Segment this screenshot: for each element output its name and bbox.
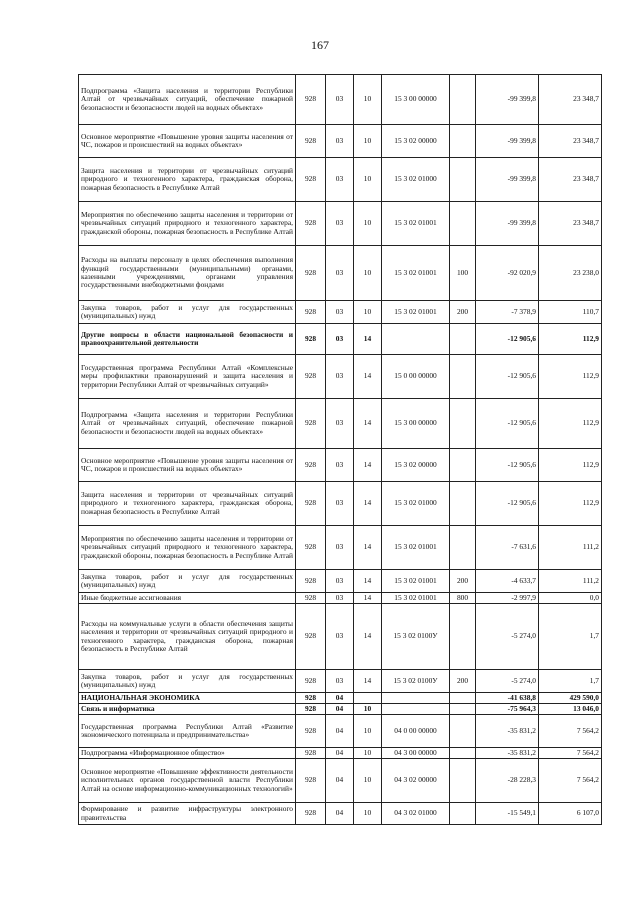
row-name: Защита населения и территории от чрезвычайных ситуаций природного и техногенного характера, гражданская оборона, пожарная безопасность в Республике Алтай xyxy=(79,482,296,526)
row-amount-change: -2 997,9 xyxy=(476,593,539,604)
row-amount-total: 112,9 xyxy=(539,399,602,449)
row-name: Иные бюджетные ассигнования xyxy=(79,593,296,604)
row-target-article: 15 3 02 0100У xyxy=(382,670,450,693)
row-amount-change: -12 905,6 xyxy=(476,482,539,526)
row-amount-total: 23 348,7 xyxy=(539,75,602,125)
row-target-article xyxy=(382,704,450,715)
row-target-article: 04 3 02 00000 xyxy=(382,759,450,803)
row-name: Подпрограмма «Защита населения и территории Республики Алтай от чрезвычайных ситуаций, обеспечение пожарной безопасности и безопасности людей на водных объектах» xyxy=(79,75,296,125)
row-target-article: 15 3 00 00000 xyxy=(382,399,450,449)
row-section-code: 04 xyxy=(326,748,354,759)
row-name: Основное мероприятие «Повышение эффективности деятельности исполнительных органов государственной власти Республики Алтай на основе информационно-коммуникационных технологий» xyxy=(79,759,296,803)
row-amount-change: -28 228,3 xyxy=(476,759,539,803)
page-number: 167 xyxy=(311,38,329,52)
row-subsection-code: 10 xyxy=(354,704,382,715)
row-target-article: 15 3 02 01000 xyxy=(382,158,450,202)
row-ministry-code: 928 xyxy=(296,570,326,593)
row-subsection-code: 10 xyxy=(354,125,382,158)
row-name: Расходы на выплаты персоналу в целях обеспечения выполнения функций государственными (муниципальными) органами, казенными учреждениями, органами управления государственными внебюджетными фондами xyxy=(79,246,296,301)
row-section-code: 04 xyxy=(326,693,354,704)
row-expense-type xyxy=(450,526,476,570)
row-ministry-code: 928 xyxy=(296,246,326,301)
row-target-article: 04 3 00 00000 xyxy=(382,748,450,759)
row-ministry-code: 928 xyxy=(296,803,326,825)
table-row xyxy=(79,803,602,825)
row-expense-type: 200 xyxy=(450,570,476,593)
row-ministry-code: 928 xyxy=(296,670,326,693)
row-section-code: 03 xyxy=(326,399,354,449)
row-amount-total: 112,9 xyxy=(539,482,602,526)
row-expense-type xyxy=(450,158,476,202)
row-name: Мероприятия по обеспечению защиты населения и территории от чрезвычайных ситуаций природного и техногенного характера, гражданской обороны, пожарная безопасность в Республике Алтай xyxy=(79,202,296,246)
row-amount-total: 7 564,2 xyxy=(539,759,602,803)
row-target-article: 15 3 02 01001 xyxy=(382,301,450,324)
table-row xyxy=(79,570,602,593)
row-target-article: 15 3 02 01001 xyxy=(382,593,450,604)
row-ministry-code: 928 xyxy=(296,604,326,670)
row-target-article: 15 3 02 01001 xyxy=(382,202,450,246)
row-expense-type xyxy=(450,324,476,355)
row-expense-type xyxy=(450,449,476,482)
row-amount-total: 23 348,7 xyxy=(539,158,602,202)
row-target-article: 15 3 02 01001 xyxy=(382,246,450,301)
row-section-code: 03 xyxy=(326,449,354,482)
row-amount-total: 112,9 xyxy=(539,449,602,482)
row-ministry-code: 928 xyxy=(296,593,326,604)
table-row xyxy=(79,125,602,158)
row-expense-type xyxy=(450,482,476,526)
table-row xyxy=(79,246,602,301)
row-amount-change: -99 399,8 xyxy=(476,75,539,125)
row-expense-type xyxy=(450,604,476,670)
row-target-article: 04 3 02 01000 xyxy=(382,803,450,825)
row-amount-total: 1,7 xyxy=(539,604,602,670)
row-amount-total: 429 590,0 xyxy=(539,693,602,704)
row-subsection-code: 10 xyxy=(354,246,382,301)
table-row xyxy=(79,202,602,246)
row-name: Другие вопросы в области национальной безопасности и правоохранительной деятельности xyxy=(79,324,296,355)
row-section-code: 03 xyxy=(326,593,354,604)
row-subsection-code: 14 xyxy=(354,324,382,355)
row-name: Подпрограмма «Защита населения и территории Республики Алтай от чрезвычайных ситуаций, обеспечение пожарной безопасности и безопасности людей на водных объектах» xyxy=(79,399,296,449)
row-expense-type xyxy=(450,704,476,715)
row-ministry-code: 928 xyxy=(296,125,326,158)
row-subsection-code: 10 xyxy=(354,301,382,324)
row-subsection-code: 14 xyxy=(354,399,382,449)
row-amount-change: -5 274,0 xyxy=(476,604,539,670)
row-name: Формирование и развитие инфраструктуры электронного правительства xyxy=(79,803,296,825)
row-ministry-code: 928 xyxy=(296,693,326,704)
row-amount-change: -99 399,8 xyxy=(476,202,539,246)
row-ministry-code: 928 xyxy=(296,715,326,748)
row-ministry-code: 928 xyxy=(296,482,326,526)
row-amount-change: -5 274,0 xyxy=(476,670,539,693)
row-name: Закупка товаров, работ и услуг для государственных (муниципальных) нужд xyxy=(79,570,296,593)
row-amount-change: -99 399,8 xyxy=(476,158,539,202)
row-amount-change: -12 905,6 xyxy=(476,399,539,449)
row-amount-total: 111,2 xyxy=(539,526,602,570)
row-amount-total: 1,7 xyxy=(539,670,602,693)
row-subsection-code: 14 xyxy=(354,570,382,593)
row-target-article: 15 3 02 01000 xyxy=(382,482,450,526)
row-amount-change: -35 831,2 xyxy=(476,715,539,748)
row-subsection-code: 14 xyxy=(354,604,382,670)
row-subsection-code: 10 xyxy=(354,75,382,125)
row-section-code: 04 xyxy=(326,704,354,715)
row-target-article: 15 0 00 00000 xyxy=(382,355,450,399)
table-row xyxy=(79,355,602,399)
row-section-code: 03 xyxy=(326,482,354,526)
row-expense-type xyxy=(450,75,476,125)
row-name: НАЦИОНАЛЬНАЯ ЭКОНОМИКА xyxy=(79,693,296,704)
row-target-article xyxy=(382,693,450,704)
row-section-code: 03 xyxy=(326,570,354,593)
row-amount-total: 7 564,2 xyxy=(539,748,602,759)
budget-table xyxy=(78,74,602,825)
row-expense-type xyxy=(450,748,476,759)
row-target-article xyxy=(382,324,450,355)
row-target-article: 04 0 00 00000 xyxy=(382,715,450,748)
row-ministry-code: 928 xyxy=(296,759,326,803)
table-row xyxy=(79,324,602,355)
row-amount-change: -92 020,9 xyxy=(476,246,539,301)
row-amount-change: -75 964,3 xyxy=(476,704,539,715)
table-row xyxy=(79,526,602,570)
row-name: Закупка товаров, работ и услуг для государственных (муниципальных) нужд xyxy=(79,301,296,324)
row-section-code: 03 xyxy=(326,670,354,693)
row-name: Защита населения и территории от чрезвычайных ситуаций природного и техногенного характера, гражданская оборона, пожарная безопасность в Республике Алтай xyxy=(79,158,296,202)
table-row xyxy=(79,482,602,526)
row-section-code: 03 xyxy=(326,526,354,570)
row-ministry-code: 928 xyxy=(296,449,326,482)
row-amount-total: 23 238,0 xyxy=(539,246,602,301)
table-row xyxy=(79,449,602,482)
table-row xyxy=(79,704,602,715)
row-ministry-code: 928 xyxy=(296,202,326,246)
row-expense-type xyxy=(450,693,476,704)
row-section-code: 03 xyxy=(326,324,354,355)
row-expense-type xyxy=(450,803,476,825)
row-amount-change: -12 905,6 xyxy=(476,324,539,355)
row-expense-type xyxy=(450,759,476,803)
table-body xyxy=(79,75,602,825)
row-expense-type: 100 xyxy=(450,246,476,301)
row-subsection-code: 14 xyxy=(354,482,382,526)
row-subsection-code: 10 xyxy=(354,803,382,825)
row-amount-total: 112,9 xyxy=(539,355,602,399)
row-name: Мероприятия по обеспечению защиты населения и территории от чрезвычайных ситуаций природного и техногенного характера, гражданской обороны, пожарная безопасность в Республике Алтай xyxy=(79,526,296,570)
table-row xyxy=(79,693,602,704)
row-section-code: 03 xyxy=(326,301,354,324)
row-subsection-code xyxy=(354,693,382,704)
row-subsection-code: 14 xyxy=(354,449,382,482)
row-ministry-code: 928 xyxy=(296,355,326,399)
table-row xyxy=(79,593,602,604)
row-target-article: 15 3 02 00000 xyxy=(382,125,450,158)
row-amount-total: 7 564,2 xyxy=(539,715,602,748)
row-amount-change: -15 549,1 xyxy=(476,803,539,825)
row-subsection-code: 10 xyxy=(354,759,382,803)
table-row xyxy=(79,399,602,449)
row-target-article: 15 3 00 00000 xyxy=(382,75,450,125)
row-ministry-code: 928 xyxy=(296,399,326,449)
row-section-code: 04 xyxy=(326,759,354,803)
row-amount-change: -4 633,7 xyxy=(476,570,539,593)
row-ministry-code: 928 xyxy=(296,704,326,715)
row-section-code: 03 xyxy=(326,246,354,301)
row-target-article: 15 3 02 01001 xyxy=(382,570,450,593)
row-name: Основное мероприятие «Повышение уровня защиты населения от ЧС, пожаров и происшествий на водных объектах» xyxy=(79,449,296,482)
row-expense-type xyxy=(450,399,476,449)
row-subsection-code: 10 xyxy=(354,748,382,759)
row-amount-total: 110,7 xyxy=(539,301,602,324)
row-amount-total: 112,9 xyxy=(539,324,602,355)
row-expense-type xyxy=(450,715,476,748)
table-row xyxy=(79,759,602,803)
row-amount-change: -7 378,9 xyxy=(476,301,539,324)
row-subsection-code: 10 xyxy=(354,715,382,748)
table-row xyxy=(79,670,602,693)
row-amount-change: -35 831,2 xyxy=(476,748,539,759)
row-ministry-code: 928 xyxy=(296,748,326,759)
row-name: Связь и информатика xyxy=(79,704,296,715)
row-section-code: 04 xyxy=(326,715,354,748)
row-subsection-code: 14 xyxy=(354,355,382,399)
row-amount-total: 6 107,0 xyxy=(539,803,602,825)
table-row xyxy=(79,604,602,670)
row-subsection-code: 14 xyxy=(354,670,382,693)
row-section-code: 03 xyxy=(326,125,354,158)
table-row xyxy=(79,75,602,125)
row-ministry-code: 928 xyxy=(296,301,326,324)
row-section-code: 03 xyxy=(326,604,354,670)
row-ministry-code: 928 xyxy=(296,324,326,355)
row-ministry-code: 928 xyxy=(296,526,326,570)
row-expense-type: 200 xyxy=(450,301,476,324)
row-amount-total: 111,2 xyxy=(539,570,602,593)
row-section-code: 04 xyxy=(326,803,354,825)
row-name: Государственная программа Республики Алтай «Комплексные меры профилактики правонарушений и защита населения и территории Республики Алтай от чрезвычайных ситуаций» xyxy=(79,355,296,399)
row-amount-change: -41 638,8 xyxy=(476,693,539,704)
table-row xyxy=(79,715,602,748)
row-ministry-code: 928 xyxy=(296,158,326,202)
row-name: Расходы на коммунальные услуги в области обеспечения защиты населения и территории от чрезвычайных ситуаций природного и техногенного характера, гражданская оборона, пожарная безопасность в Республике Алтай xyxy=(79,604,296,670)
row-name: Государственная программа Республики Алтай «Развитие экономического потенциала и предпринимательства» xyxy=(79,715,296,748)
row-amount-total: 13 046,0 xyxy=(539,704,602,715)
row-target-article: 15 3 02 00000 xyxy=(382,449,450,482)
row-subsection-code: 10 xyxy=(354,202,382,246)
row-amount-total: 23 348,7 xyxy=(539,202,602,246)
row-section-code: 03 xyxy=(326,202,354,246)
row-subsection-code: 14 xyxy=(354,593,382,604)
row-expense-type: 200 xyxy=(450,670,476,693)
row-amount-change: -7 631,6 xyxy=(476,526,539,570)
row-expense-type xyxy=(450,202,476,246)
row-subsection-code: 14 xyxy=(354,526,382,570)
row-amount-total: 0,0 xyxy=(539,593,602,604)
row-amount-change: -12 905,6 xyxy=(476,449,539,482)
row-expense-type xyxy=(450,355,476,399)
row-expense-type xyxy=(450,125,476,158)
table-row xyxy=(79,158,602,202)
row-section-code: 03 xyxy=(326,158,354,202)
row-name: Подпрограмма «Информационное общество» xyxy=(79,748,296,759)
row-target-article: 15 3 02 0100У xyxy=(382,604,450,670)
row-section-code: 03 xyxy=(326,355,354,399)
row-ministry-code: 928 xyxy=(296,75,326,125)
row-subsection-code: 10 xyxy=(354,158,382,202)
row-name: Основное мероприятие «Повышение уровня защиты населения от ЧС, пожаров и происшествий на водных объектах» xyxy=(79,125,296,158)
row-amount-change: -12 905,6 xyxy=(476,355,539,399)
row-amount-total: 23 348,7 xyxy=(539,125,602,158)
table-row xyxy=(79,301,602,324)
row-amount-change: -99 399,8 xyxy=(476,125,539,158)
row-expense-type: 800 xyxy=(450,593,476,604)
row-target-article: 15 3 02 01001 xyxy=(382,526,450,570)
row-name: Закупка товаров, работ и услуг для государственных (муниципальных) нужд xyxy=(79,670,296,693)
row-section-code: 03 xyxy=(326,75,354,125)
table-row xyxy=(79,748,602,759)
